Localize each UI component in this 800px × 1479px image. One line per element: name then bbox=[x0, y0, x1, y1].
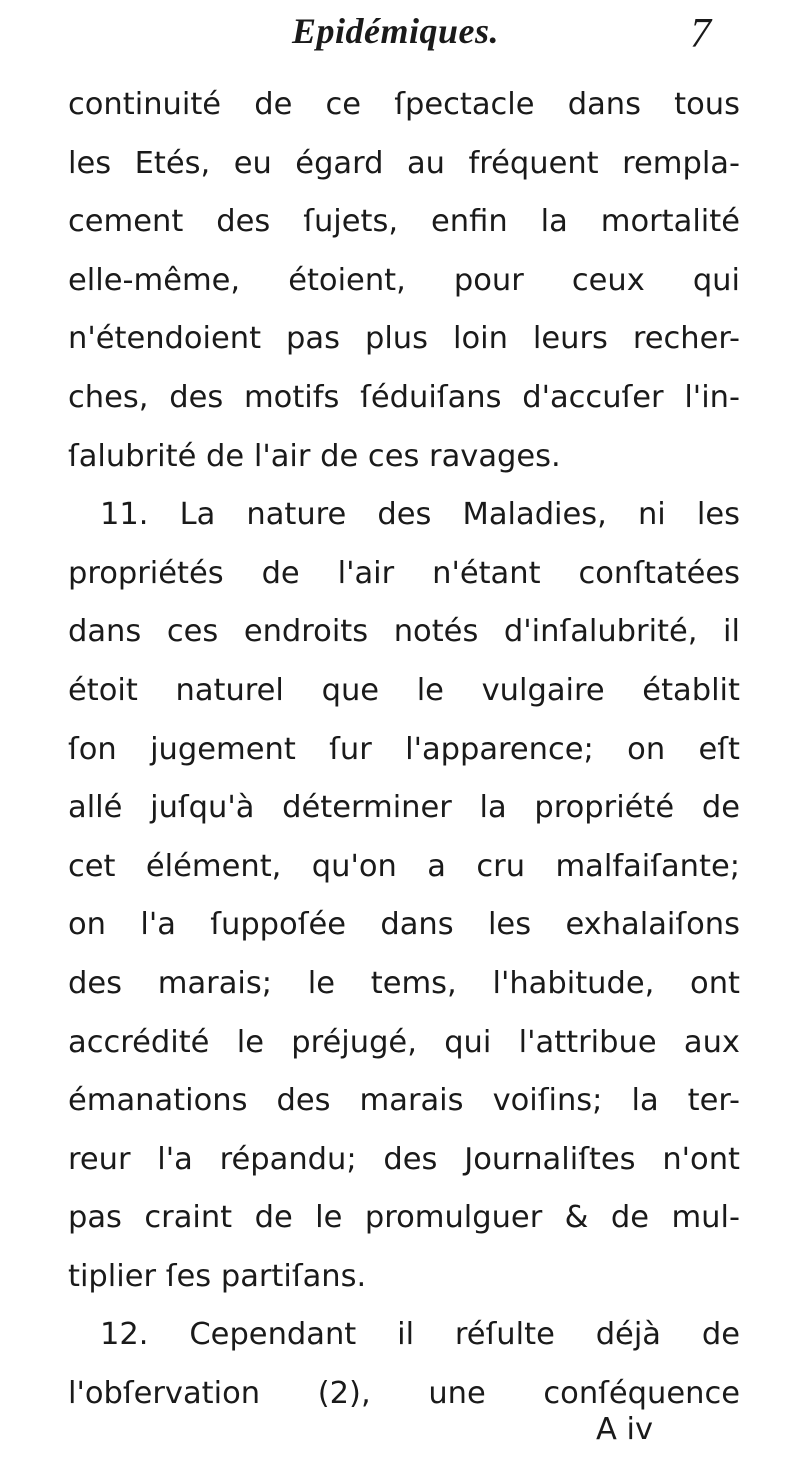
running-title: Epidémiques. bbox=[292, 11, 500, 51]
text-line-2: les Etés, eu égard au fréquent rempla- bbox=[68, 145, 740, 181]
text-line-9: propriétés de l'air n'étant conſtatées bbox=[68, 555, 740, 591]
text-line-3: cement des ſujets, enfin la mortalité bbox=[68, 204, 740, 240]
text-line-13: allé juſqu'à déterminer la propriété de bbox=[68, 790, 740, 826]
body-text bbox=[68, 76, 740, 1424]
text-line-16: des marais; le tems, l'habitude, ont bbox=[68, 965, 740, 1001]
signature-mark: A iv bbox=[596, 1412, 654, 1447]
text-line-11: étoit naturel que le vulgaire établit bbox=[68, 672, 740, 708]
text-line-20: pas craint de le promulguer & de mul- bbox=[68, 1200, 740, 1236]
text-line-15: on l'a ſuppoſée dans les exhalaiſons bbox=[68, 907, 740, 943]
page-number: 7 bbox=[690, 11, 711, 57]
text-line-7: ſalubrité de l'air de ces ravages. bbox=[68, 438, 561, 474]
text-line-19: reur l'a répandu; des Journaliſtes n'ont bbox=[68, 1141, 740, 1177]
text-line-18: émanations des marais voiſins; la ter- bbox=[68, 1083, 740, 1119]
text-line-6: ches, des motifs ſéduiſans d'accuſer l'in- bbox=[68, 379, 740, 415]
text-line-12: ſon jugement ſur l'apparence; on eſt bbox=[68, 731, 740, 767]
text-line-10: dans ces endroits notés d'inſalubrité, il bbox=[68, 614, 740, 650]
text-line-14: cet élément, qu'on a cru malfaiſante; bbox=[68, 848, 740, 884]
running-head bbox=[0, 6, 800, 66]
text-line-22: 12. Cependant il réſulte déjà de bbox=[100, 1317, 740, 1353]
text-line-21: tiplier ſes partiſans. bbox=[68, 1258, 367, 1294]
text-line-8: 11. La nature des Maladies, ni les bbox=[100, 497, 740, 533]
text-line-4: elle-même, étoient, pour ceux qui bbox=[68, 262, 740, 298]
text-line-17: accrédité le préjugé, qui l'attribue aux bbox=[68, 1024, 740, 1060]
text-line-1: continuité de ce ſpectacle dans tous bbox=[68, 87, 740, 122]
text-line-5: n'étendoient pas plus loin leurs recher- bbox=[68, 321, 740, 357]
text-line-23: l'obſervation (2), une conſéquence bbox=[68, 1376, 740, 1412]
